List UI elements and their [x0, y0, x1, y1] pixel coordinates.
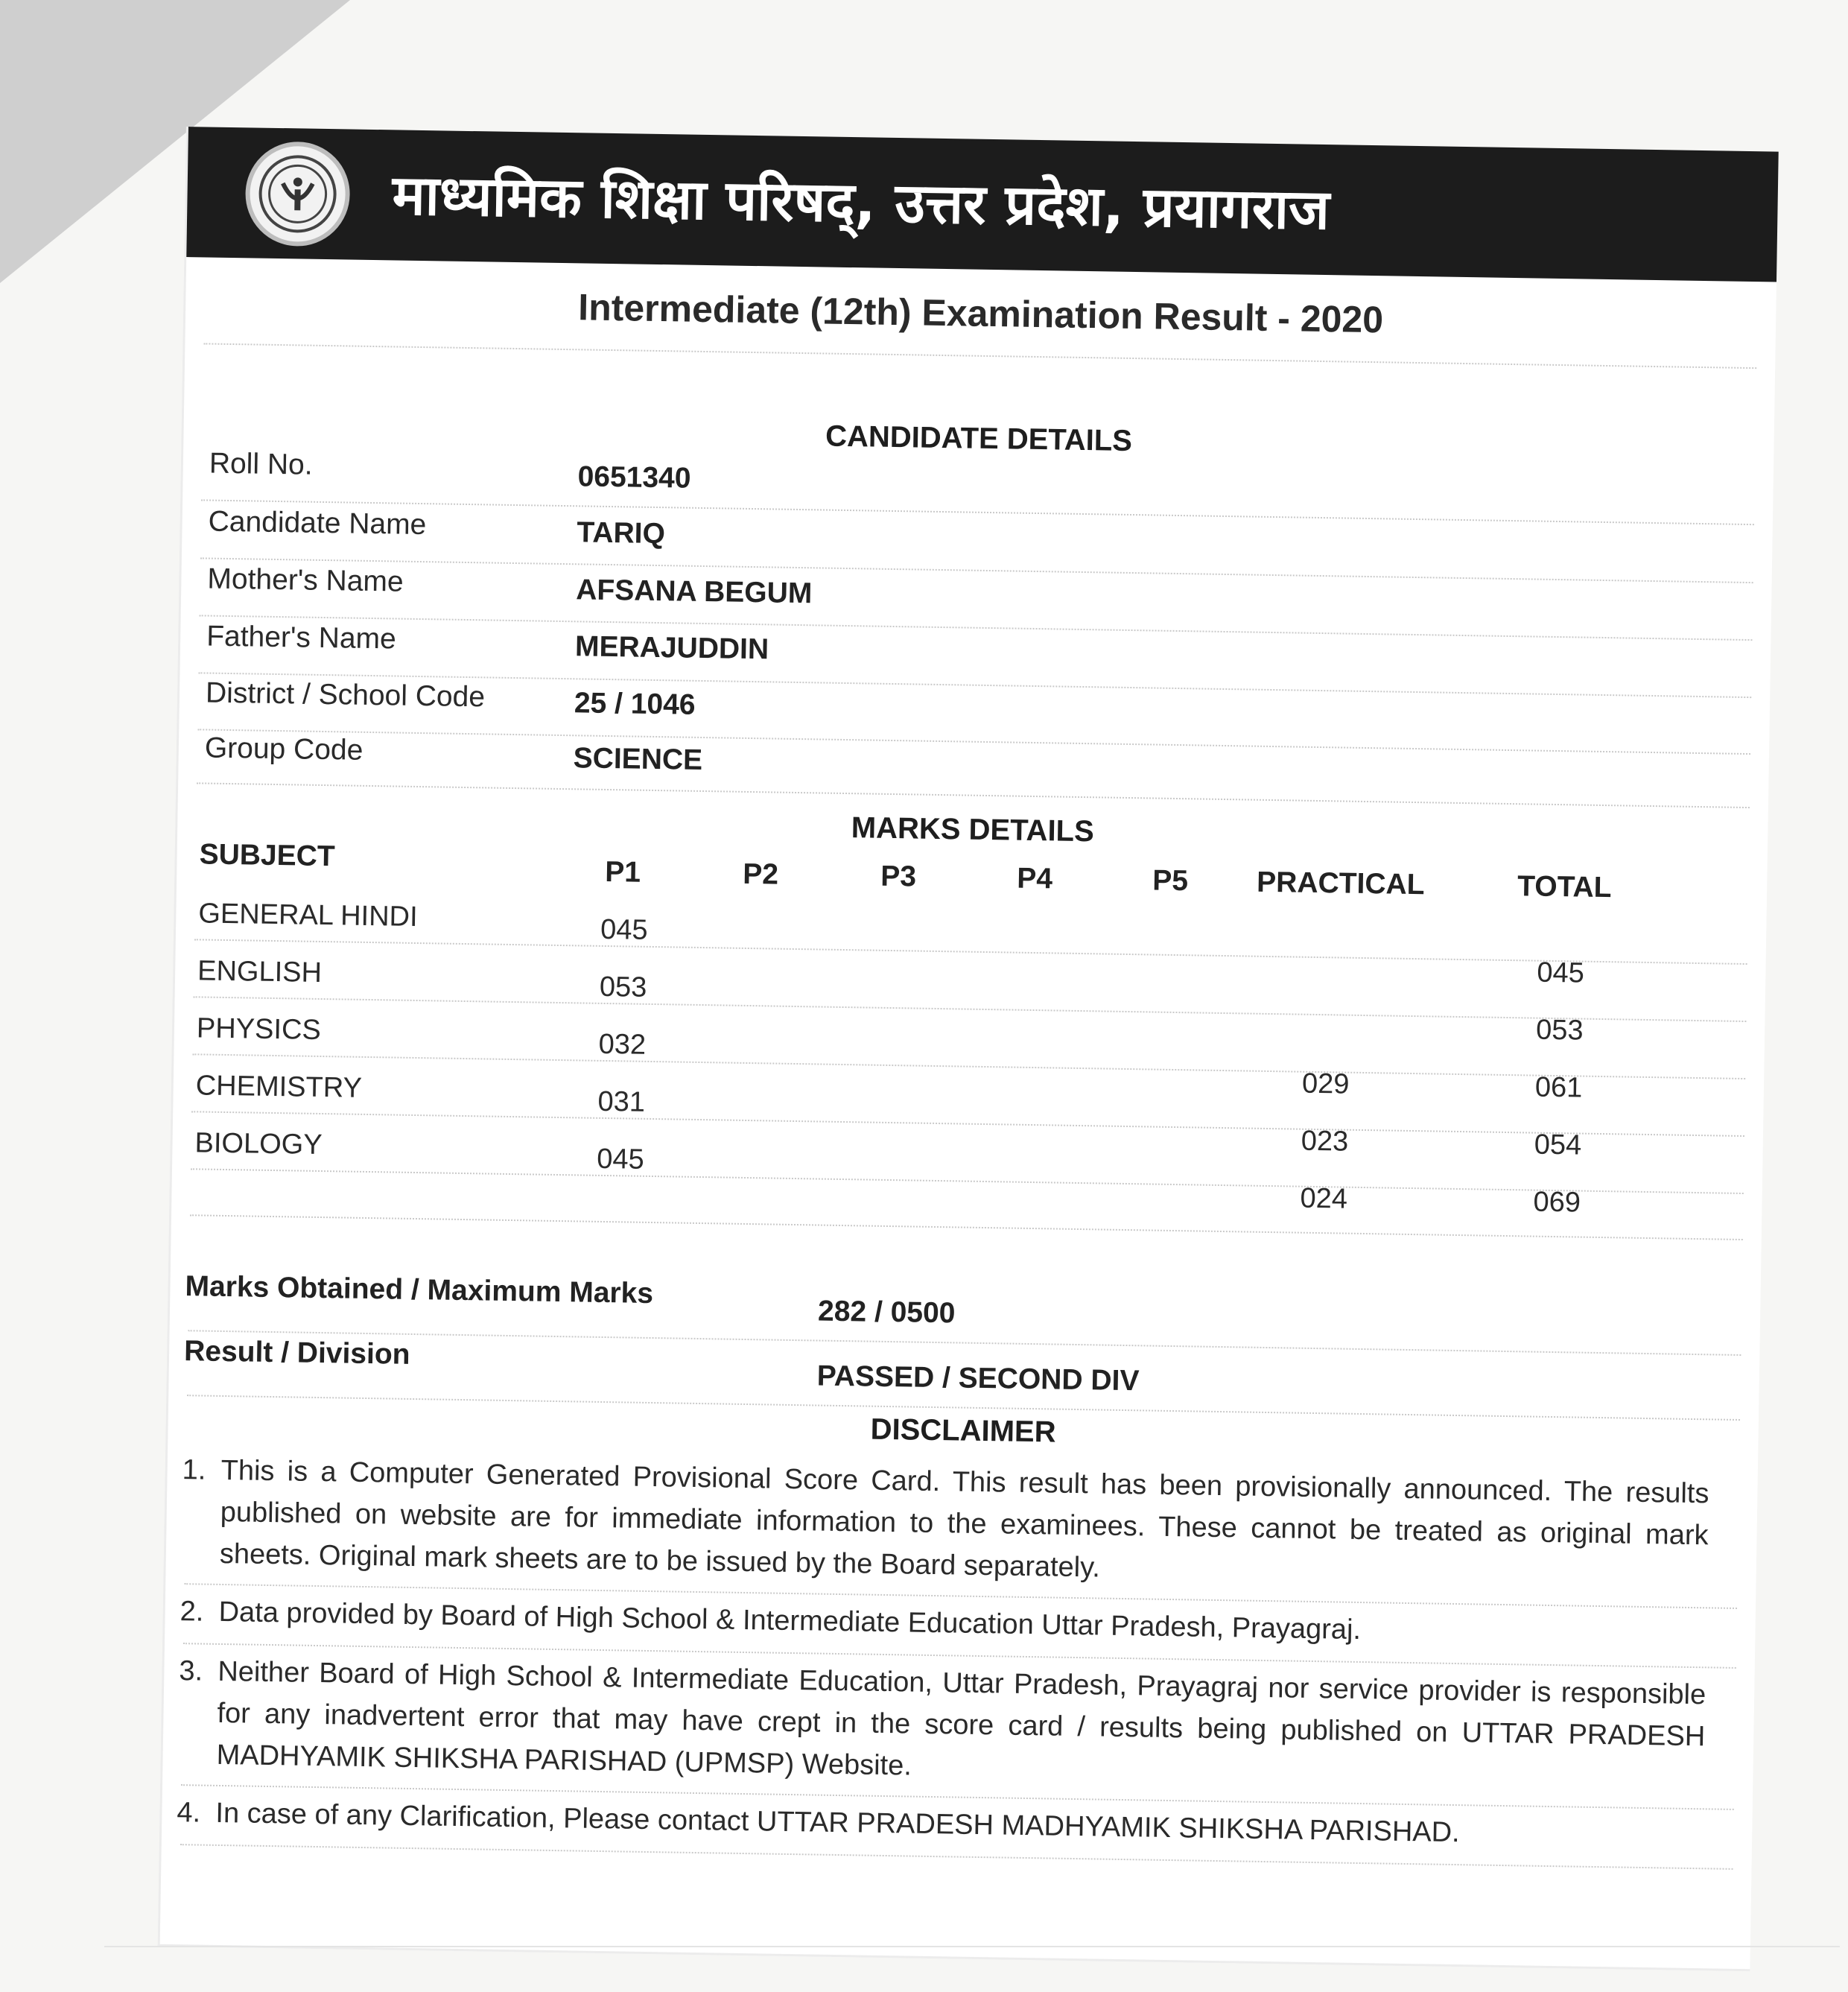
upmsp-emblem-icon — [245, 141, 351, 247]
divider — [197, 729, 1750, 755]
candidate-name-label: Candidate Name — [208, 505, 427, 542]
subject-name: BIOLOGY — [194, 1127, 323, 1161]
district-school-code-label: District / School Code — [205, 676, 486, 714]
col-p5: P5 — [1152, 864, 1189, 898]
total-mark: 069 — [1533, 1186, 1581, 1219]
marks-details-heading: MARKS DETAILS — [851, 811, 1095, 848]
divider — [194, 996, 1747, 1022]
col-p3: P3 — [880, 860, 917, 893]
item-text: In case of any Clarification, Please contact UTTAR PRADESH MADHYAMIK SHIKSHA PARISHAD. — [215, 1797, 1461, 1849]
practical-mark: 024 — [1300, 1182, 1348, 1215]
disclaimer-heading: DISCLAIMER — [870, 1412, 1056, 1449]
divider — [194, 939, 1747, 965]
item-text: Neither Board of High School & Intermediate Education, Uttar Pradesh, Prayagraj nor service provider is responsible for any inadvertent error that may have crept in the score card / results being published on UTTAR PRADESH MADHYAMIK SHIKSHA PARISHAD (UPMSP) Website. — [216, 1655, 1706, 1782]
p1-mark: 053 — [599, 971, 647, 1003]
mothers-name-label: Mother's Name — [207, 562, 404, 598]
item-text: Data provided by Board of High School & Intermediate Education Uttar Pradesh, Prayagraj. — [218, 1596, 1362, 1646]
roll-no-label: Roll No. — [209, 447, 313, 481]
item-number: 3. — [179, 1655, 203, 1687]
item-number: 4. — [177, 1797, 201, 1829]
col-p4: P4 — [1016, 862, 1053, 895]
col-practical: PRACTICAL — [1256, 866, 1425, 901]
col-p1: P1 — [605, 855, 641, 889]
divider — [190, 1214, 1743, 1240]
board-name-hindi: माध्यमिक शिक्षा परिषद्, उत्तर प्रदेश, प्रयागराज — [391, 163, 1330, 243]
item-number: 1. — [182, 1454, 206, 1486]
marks-obtained-value: 282 / 0500 — [817, 1295, 956, 1330]
divider — [200, 615, 1753, 641]
marks-obtained-label: Marks Obtained / Maximum Marks — [185, 1270, 654, 1310]
divider — [188, 1330, 1741, 1356]
candidate-name-value: TARIQ — [577, 516, 666, 551]
practical-mark: 023 — [1301, 1125, 1349, 1158]
total-mark: 045 — [1537, 957, 1585, 989]
district-school-code-value: 25 / 1046 — [574, 687, 696, 721]
mothers-name-value: AFSANA BEGUM — [575, 574, 813, 610]
col-total: TOTAL — [1517, 870, 1612, 904]
group-code-value: SCIENCE — [573, 742, 703, 776]
divider — [191, 1168, 1744, 1194]
candidate-details-heading: CANDIDATE DETAILS — [825, 419, 1133, 457]
score-card — [158, 127, 1779, 1971]
roll-no-value: 0651340 — [577, 460, 691, 495]
exam-title: Intermediate (12th) Examination Result - 2020 — [577, 286, 1384, 341]
total-mark: 053 — [1535, 1014, 1584, 1047]
subject-name: PHYSICS — [196, 1012, 322, 1046]
divider — [200, 557, 1753, 583]
disclaimer-item — [177, 1650, 1706, 1799]
fathers-name-value: MERAJUDDIN — [574, 630, 769, 666]
result-division-value: PASSED / SECOND DIV — [816, 1360, 1140, 1398]
divider — [201, 499, 1754, 525]
divider — [192, 1053, 1745, 1079]
result-division-label: Result / Division — [183, 1335, 410, 1371]
disclaimer-item — [180, 1449, 1709, 1598]
header-banner — [186, 127, 1778, 282]
p1-mark: 045 — [596, 1143, 645, 1176]
col-p2: P2 — [742, 857, 779, 891]
page-bottom-rule — [104, 1946, 1840, 1947]
divider — [191, 1111, 1744, 1137]
item-number: 2. — [180, 1596, 204, 1628]
col-subject: SUBJECT — [199, 838, 336, 873]
subject-name: ENGLISH — [197, 955, 323, 989]
p1-mark: 045 — [600, 913, 648, 946]
subject-name: CHEMISTRY — [195, 1070, 363, 1104]
item-text: This is a Computer Generated Provisional Score Card. This result has been provisionally announced. The results published on website are for immediate information to the examinees. These cannot be treated as original mark sheets. Original mark sheets are to be issued by the Board separately. — [219, 1454, 1709, 1584]
p1-mark: 032 — [598, 1028, 647, 1061]
divider — [203, 343, 1756, 369]
p1-mark: 031 — [597, 1085, 646, 1118]
total-mark: 054 — [1534, 1129, 1582, 1161]
practical-mark: 029 — [1301, 1068, 1350, 1100]
fathers-name-label: Father's Name — [206, 620, 397, 656]
total-mark: 061 — [1534, 1071, 1583, 1104]
group-code-label: Group Code — [204, 732, 363, 767]
subject-name: GENERAL HINDI — [198, 898, 418, 933]
